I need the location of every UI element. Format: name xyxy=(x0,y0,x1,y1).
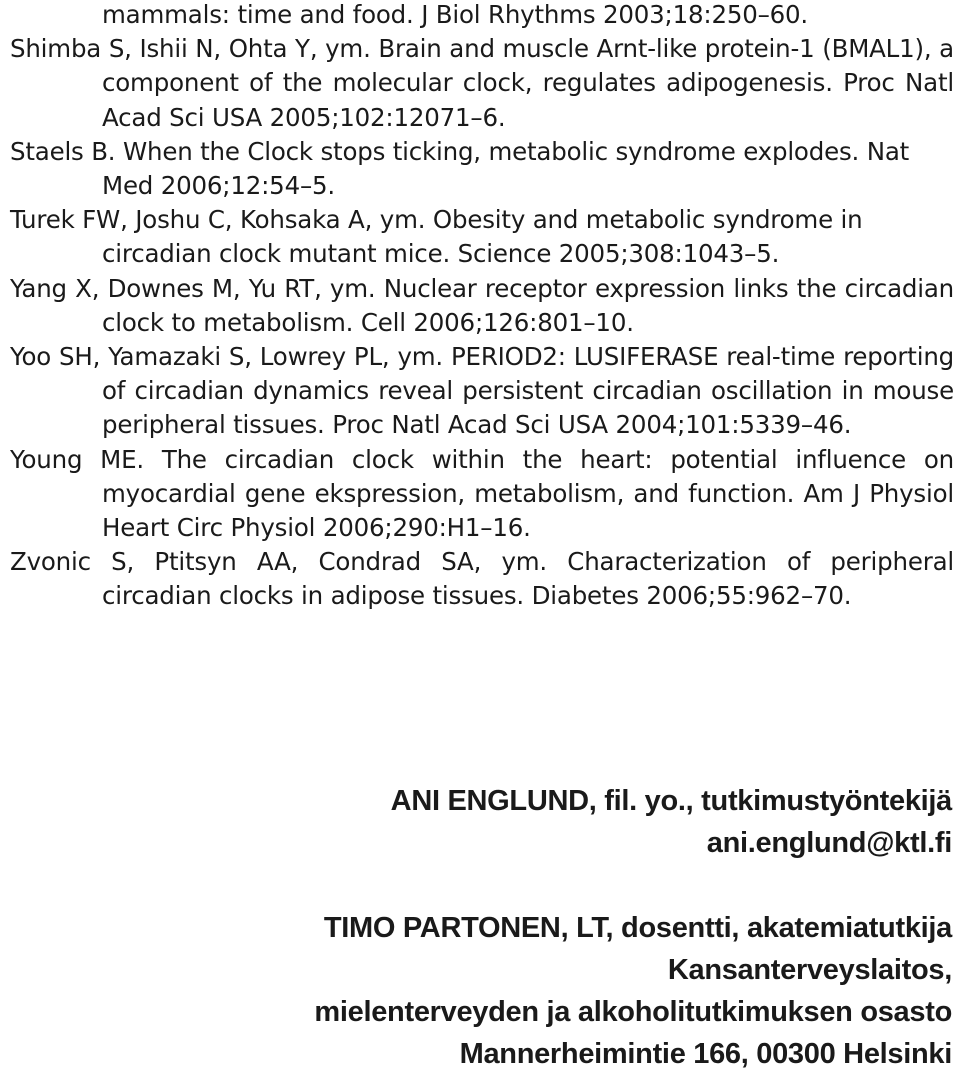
author-name-line: TIMO PARTONEN, LT, dosentti, akatemiatutkija xyxy=(323,912,952,944)
reference-item: Zvonic S, Ptitsyn AA, Condrad SA, ym. Characterization of peripheral circadian clocks in adipose tissues. Diabetes 2006;55:962–70. xyxy=(10,547,954,611)
reference-item: Yoo SH, Yamazaki S, Lowrey PL, ym. PERIOD2: LUSIFERASE real-time reporting of circadian dynamics reveal persistent circadian oscillation in mouse peripheral tissues. Proc Natl Acad Sci USA 2004;101:5339–46. xyxy=(10,342,954,440)
reference-item: Young ME. The circadian clock within the heart: potential influence on myocardial gene ekspression, metabolism, and function. Am J Physiol Heart Circ Physiol 2006;290:H1–16. xyxy=(10,444,954,543)
reference-item: Shimba S, Ishii N, Ohta Y, ym. Brain and muscle Arnt-like protein-1 (BMAL1), a component of the molecular clock, regulates adipogenesis. Proc Natl Acad Sci USA 2005;102:12071–6. xyxy=(10,34,954,132)
reference-item: Yang X, Downes M, Yu RT, ym. Nuclear receptor expression links the circadian clock to metabolism. Cell 2006;126:801–10. xyxy=(10,273,954,337)
reference-list xyxy=(10,0,954,614)
reference-item: mammals: time and food. J Biol Rhythms 2003;18:250–60. xyxy=(102,0,809,29)
author-name-line: ANI ENGLUND, fil. yo., tutkimustyöntekijä xyxy=(390,785,952,817)
author-institution: Kansanterveyslaitos, xyxy=(667,954,952,986)
author-info xyxy=(314,780,952,1075)
reference-item: Staels B. When the Clock stops ticking, metabolic syndrome explodes. Nat Med 2006;12:54–5. xyxy=(10,136,910,201)
reference-item: Turek FW, Joshu C, Kohsaka A, ym. Obesity and metabolic syndrome in circadian clock mutant mice. Science 2005;308:1043–5. xyxy=(10,205,863,269)
author-department: mielenterveyden ja alkoholitutkimuksen osasto xyxy=(314,996,952,1028)
author-email: ani.englund@ktl.fi xyxy=(706,827,952,859)
author-address: Mannerheimintie 166, 00300 Helsinki xyxy=(459,1038,952,1070)
